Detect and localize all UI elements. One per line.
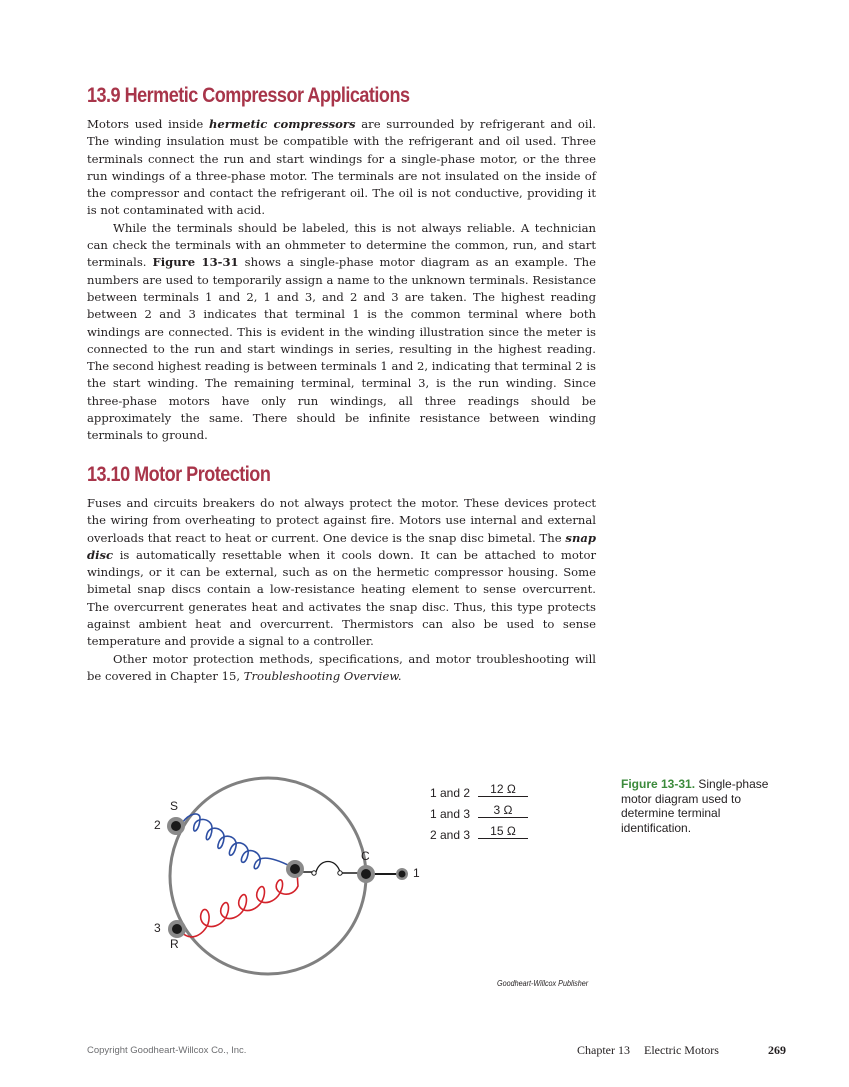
common-number-label: 1 <box>413 866 420 880</box>
run-winding-coil <box>180 872 298 937</box>
section-heading-13-9: 13.9 Hermetic Compressor Applications <box>87 84 410 107</box>
chapter-number: Chapter 13 <box>577 1043 630 1057</box>
start-number-label: 2 <box>154 818 161 832</box>
terminal-common <box>357 865 375 883</box>
caption-text: Single-phase motor diagram used to determine terminal identification. <box>621 777 769 835</box>
figure-label: Figure 13-31. <box>621 777 696 791</box>
terminal-pair: 1 and 3 <box>430 807 471 821</box>
motor-housing-circle <box>170 778 366 974</box>
section-13-9-body <box>87 116 596 445</box>
copyright-notice: Copyright Goodheart-Willcox Co., Inc. <box>87 1045 247 1056</box>
overload-switch-arc <box>316 862 340 873</box>
key-term: hermetic compressors <box>208 117 356 131</box>
running-footer <box>577 1043 786 1058</box>
common-letter-label: C <box>361 849 370 863</box>
figure-caption <box>621 777 791 835</box>
paragraph: Fuses and circuits breakers do not always protect the motor. These devices protect the wiring from overheating to protect against fire. Motors use internal and external overloads that react to heat or current. One device is the snap disc bimetal. The snap disc is automatically resettable when it cools down. It can be attached to motor windings, or it can be external, such as on the hermetic compressor housing. Some bimetal snap discs contain a low-resistance heating element to sense overcurrent. The overcurrent generates heat and activates the snap disc. Thus, this type protects against ambient heat and overcurrent. Thermistors can also be used to sense temperature and provide a signal to a controller. <box>87 496 596 649</box>
resistance-value: 3 Ω <box>478 804 528 818</box>
section-heading-13-10: 13.10 Motor Protection <box>87 463 271 486</box>
figure-credit: Goodheart-Willcox Publisher <box>497 979 589 988</box>
key-term: snap disc <box>87 530 596 562</box>
resistance-reading-row <box>430 782 528 801</box>
chapter-title: Electric Motors <box>644 1043 719 1057</box>
start-letter-label: S <box>170 799 179 813</box>
run-letter-label: R <box>170 937 179 951</box>
winding-junction <box>286 860 304 878</box>
paragraph: While the terminals should be labeled, this is not always reliable. A technician can check the terminals with an ohmmeter to determine the common, run, and start terminals. Figure 13-31 shows a single-phase motor diagram as an example. The numbers are used to temporarily assign a name to the unknown terminals. Resistance between terminals 1 and 2, 1 and 3, and 2 and 3 are taken. The highest reading between 2 and 3 indicates that terminal 1 is the common terminal where both windings are connected. This is evident in the winding illustration since the meter is connected to the run and start windings in series, resulting in the highest reading. The second highest reading is between terminals 1 and 2, indicating that terminal 2 is the start winding. The remaining terminal, terminal 3, is the run winding. Since three-phase motors have only run windings, all three readings should be approximately the same. There should be infinite resistance between winding terminals to ground. <box>87 220 596 443</box>
resistance-value: 15 Ω <box>478 825 528 839</box>
terminal-start <box>167 817 185 835</box>
run-number-label: 3 <box>154 921 161 935</box>
start-winding-coil <box>182 814 290 869</box>
page-number: 269 <box>768 1043 786 1057</box>
resistance-reading-row <box>430 824 528 843</box>
terminal-pair: 1 and 2 <box>430 786 471 800</box>
paragraph: Motors used inside hermetic compressors are surrounded by refrigerant and oil. The winding insulation must be compatible with the refrigerant and oil used. Three terminals connect the run and start windings for a single-phase motor, or the three run windings of a three-phase motor. The terminals are not insulated on the inside of the compressor and contact the refrigerant oil. The oil is not conductive, providing it is not contaminated with acid. <box>87 117 596 218</box>
external-terminal-1 <box>396 868 408 880</box>
resistance-value: 12 Ω <box>478 783 528 797</box>
terminal-pair: 2 and 3 <box>430 828 471 842</box>
terminal-run <box>168 920 186 938</box>
figure-reference: Figure 13-31 <box>152 255 239 270</box>
paragraph: Other motor protection methods, specifications, and motor troubleshooting will be covered in Chapter 15, Troubleshooting Overview. <box>87 651 596 683</box>
resistance-reading-row <box>430 803 528 822</box>
chapter-title-reference: Troubleshooting Overview. <box>243 668 402 683</box>
section-13-10-body <box>87 495 596 685</box>
